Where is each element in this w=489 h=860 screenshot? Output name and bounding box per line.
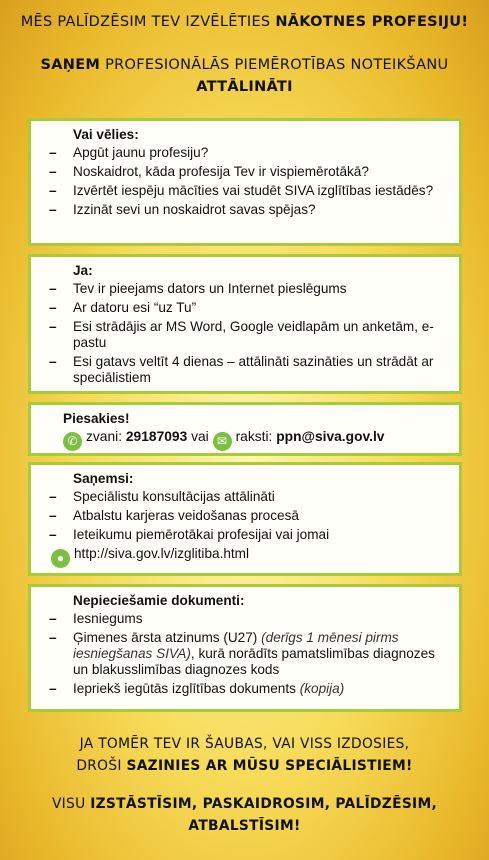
headline-2 xyxy=(0,54,489,98)
footer-line-2-regular: DROŠI xyxy=(76,758,127,774)
footer-line-3-bold: IZSTĀSTĪSIM, PASKAIDROSIM, PALĪDZĒSIM, xyxy=(90,796,438,812)
apply-box xyxy=(28,402,462,456)
documents-list xyxy=(41,611,447,697)
copy-note: (kopija) xyxy=(299,681,345,696)
footer-line-2-bold: SAZINIES AR MŪSU SPECIĀLISTIEM! xyxy=(126,758,413,774)
list-item: – Iesniegums xyxy=(41,611,447,627)
apply-title: Piesakies! xyxy=(63,411,130,426)
headline-1-regular: MĒS PALĪDZĒSIM TEV IZVĒLĒTIES xyxy=(20,14,276,30)
list-item: – Ieteikumu piemērotākai profesijai vai jomai xyxy=(41,527,447,543)
validity-note: (derīgs 1 mēnesi pirms iesniegšanas SIVA) xyxy=(73,630,399,661)
phone-number[interactable]: 29187093 xyxy=(125,429,188,444)
list-item xyxy=(41,630,447,678)
requirements-title: Ja: xyxy=(73,263,93,278)
list-item: – Noskaidrot, kāda profesija Tev ir vispiemērotākā? xyxy=(41,164,447,180)
footer-line-3-regular: VISU xyxy=(51,796,91,812)
headline-2-bold: SAŅEM xyxy=(40,57,101,73)
education-document: Iepriekš iegūtās izglītības dokuments xyxy=(73,681,300,696)
documents-title: Nepieciešamie dokumenti: xyxy=(73,593,245,608)
headline-2-regular: PROFESIONĀLĀS PIEMĒROTĪBAS NOTEIKŠANU xyxy=(100,57,449,73)
footer-doubts xyxy=(0,733,489,777)
envelope-icon: ✉ xyxy=(213,432,232,451)
requirements-box xyxy=(28,254,462,394)
list-item: – Izvērtēt iespēju mācīties vai studēt SIVA izglītības iestādēs? xyxy=(41,183,447,199)
headline-1-bold: NĀKOTNES PROFESIJU! xyxy=(275,14,469,30)
or-text: vai xyxy=(187,429,213,444)
list-item xyxy=(41,681,447,697)
wishes-list xyxy=(41,145,447,218)
benefits-list xyxy=(41,489,447,568)
doctor-certificate: Ģimenes ārsta atzinums (U27) xyxy=(73,630,262,645)
benefits-title: Saņemsi: xyxy=(73,471,134,486)
globe-icon: ● xyxy=(51,549,70,568)
list-item: – Izzināt sevi un noskaidrot savas spējas? xyxy=(41,202,447,218)
documents-box xyxy=(28,584,462,712)
wishes-title: Vai vēlies: xyxy=(73,127,139,142)
headline-3-bold: ATTĀLINĀTI xyxy=(196,79,293,95)
requirements-list xyxy=(41,281,447,386)
list-item: – Esi gatavs veltīt 4 dienas – attālināti sazināties un strādāt ar speciālistiem xyxy=(41,354,447,386)
wishes-box xyxy=(28,118,462,246)
write-label: raksti: xyxy=(235,429,277,444)
footer-line-4-bold: ATBALSTĪSIM! xyxy=(188,818,301,834)
email-link[interactable]: ppn@siva.gov.lv xyxy=(276,429,385,444)
list-item: – Ar datoru esi “uz Tu” xyxy=(41,300,447,316)
list-item: – Apgūt jaunu profesiju? xyxy=(41,145,447,161)
list-item: – Speciālistu konsultācijas attālināti xyxy=(41,489,447,505)
call-label: zvani: xyxy=(86,429,126,444)
website-item xyxy=(41,546,447,568)
list-item: – Esi strādājis ar MS Word, Google veidlapām un anketām, e-pastu xyxy=(41,319,447,351)
apply-contacts xyxy=(63,429,447,451)
diagnosis-text: , kurā norādīts pamatslimības diagnozes un blakusslimības diagnozes kods xyxy=(73,646,435,677)
list-item: – Tev ir pieejams dators un Internet pieslēgums xyxy=(41,281,447,297)
website-link[interactable]: http://siva.gov.lv/izglitiba.html xyxy=(74,546,250,561)
phone-icon: ✆ xyxy=(63,432,82,451)
headline-1 xyxy=(0,14,489,30)
list-item: – Atbalstu karjeras veidošanas procesā xyxy=(41,508,447,524)
footer-line-1: JA TOMĒR TEV IR ŠAUBAS, VAI VISS IZDOSIES, xyxy=(79,736,410,752)
benefits-box xyxy=(28,462,462,576)
footer-promise xyxy=(0,793,489,837)
